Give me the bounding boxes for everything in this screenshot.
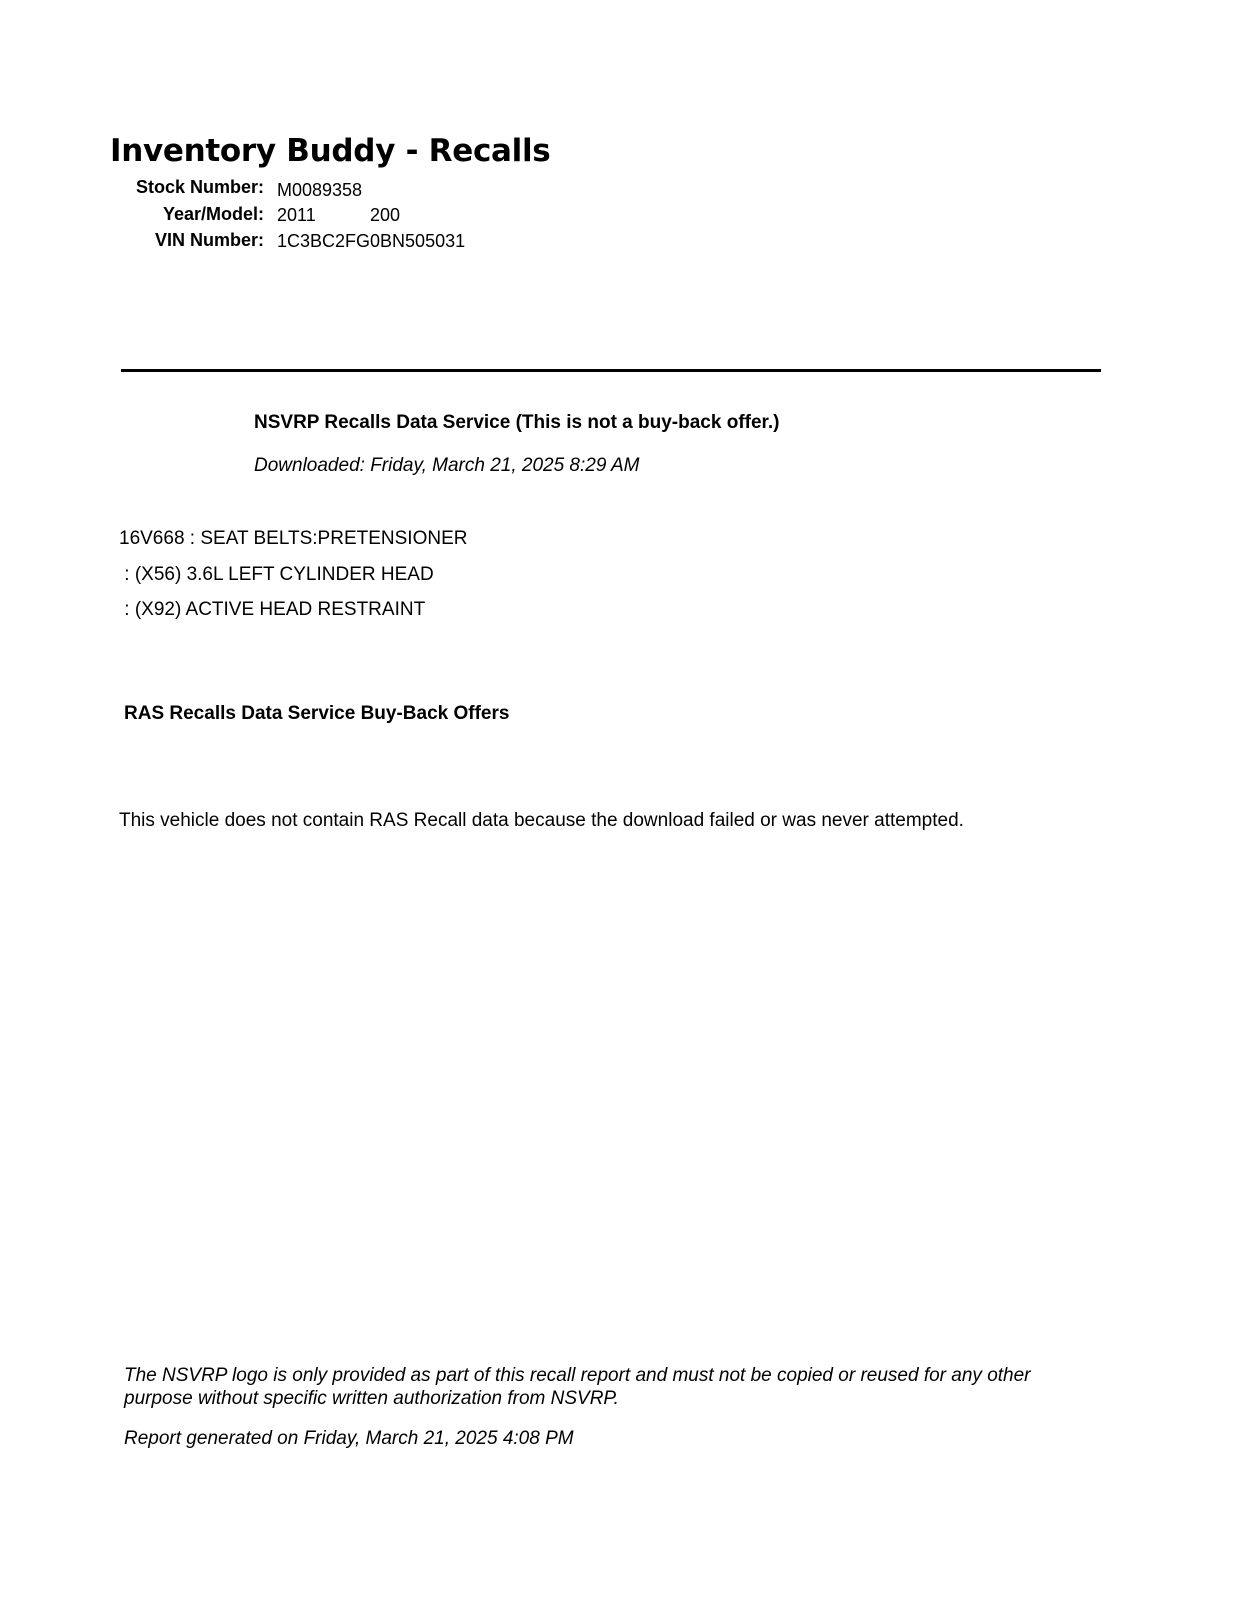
recall-item: : (X56) 3.6L LEFT CYLINDER HEAD [119, 564, 434, 585]
ras-status-message: This vehicle does not contain RAS Recall data because the download failed or was never attempted. [119, 810, 964, 831]
nsvrp-section-title: NSVRP Recalls Data Service (This is not a buy-back offer.) [254, 412, 780, 433]
year-model-label: Year/Model: [162, 204, 264, 224]
vin-label: VIN Number: [154, 230, 264, 250]
stock-number-value: M0089358 [277, 180, 363, 200]
ras-section-title: RAS Recalls Data Service Buy-Back Offers [124, 703, 510, 724]
report-generated-timestamp: Report generated on Friday, March 21, 2025 4:08 PM [124, 1428, 574, 1449]
page-title: Inventory Buddy - Recalls [110, 133, 551, 169]
logo-disclaimer: The NSVRP logo is only provided as part of this recall report and must not be copied or reused for any other purpose without specific written authorization from NSVRP. [124, 1365, 1031, 1409]
year-value: 2011 [277, 205, 316, 225]
stock-number-label: Stock Number: [135, 177, 264, 197]
nsvrp-downloaded-timestamp: Downloaded: Friday, March 21, 2025 8:29 AM [254, 455, 640, 476]
section-divider [121, 369, 1101, 372]
recall-item: : (X92) ACTIVE HEAD RESTRAINT [119, 599, 426, 620]
model-value: 200 [370, 205, 401, 225]
vin-value: 1C3BC2FG0BN505031 [277, 231, 466, 251]
recall-item: 16V668 : SEAT BELTS:PRETENSIONER [119, 528, 468, 549]
